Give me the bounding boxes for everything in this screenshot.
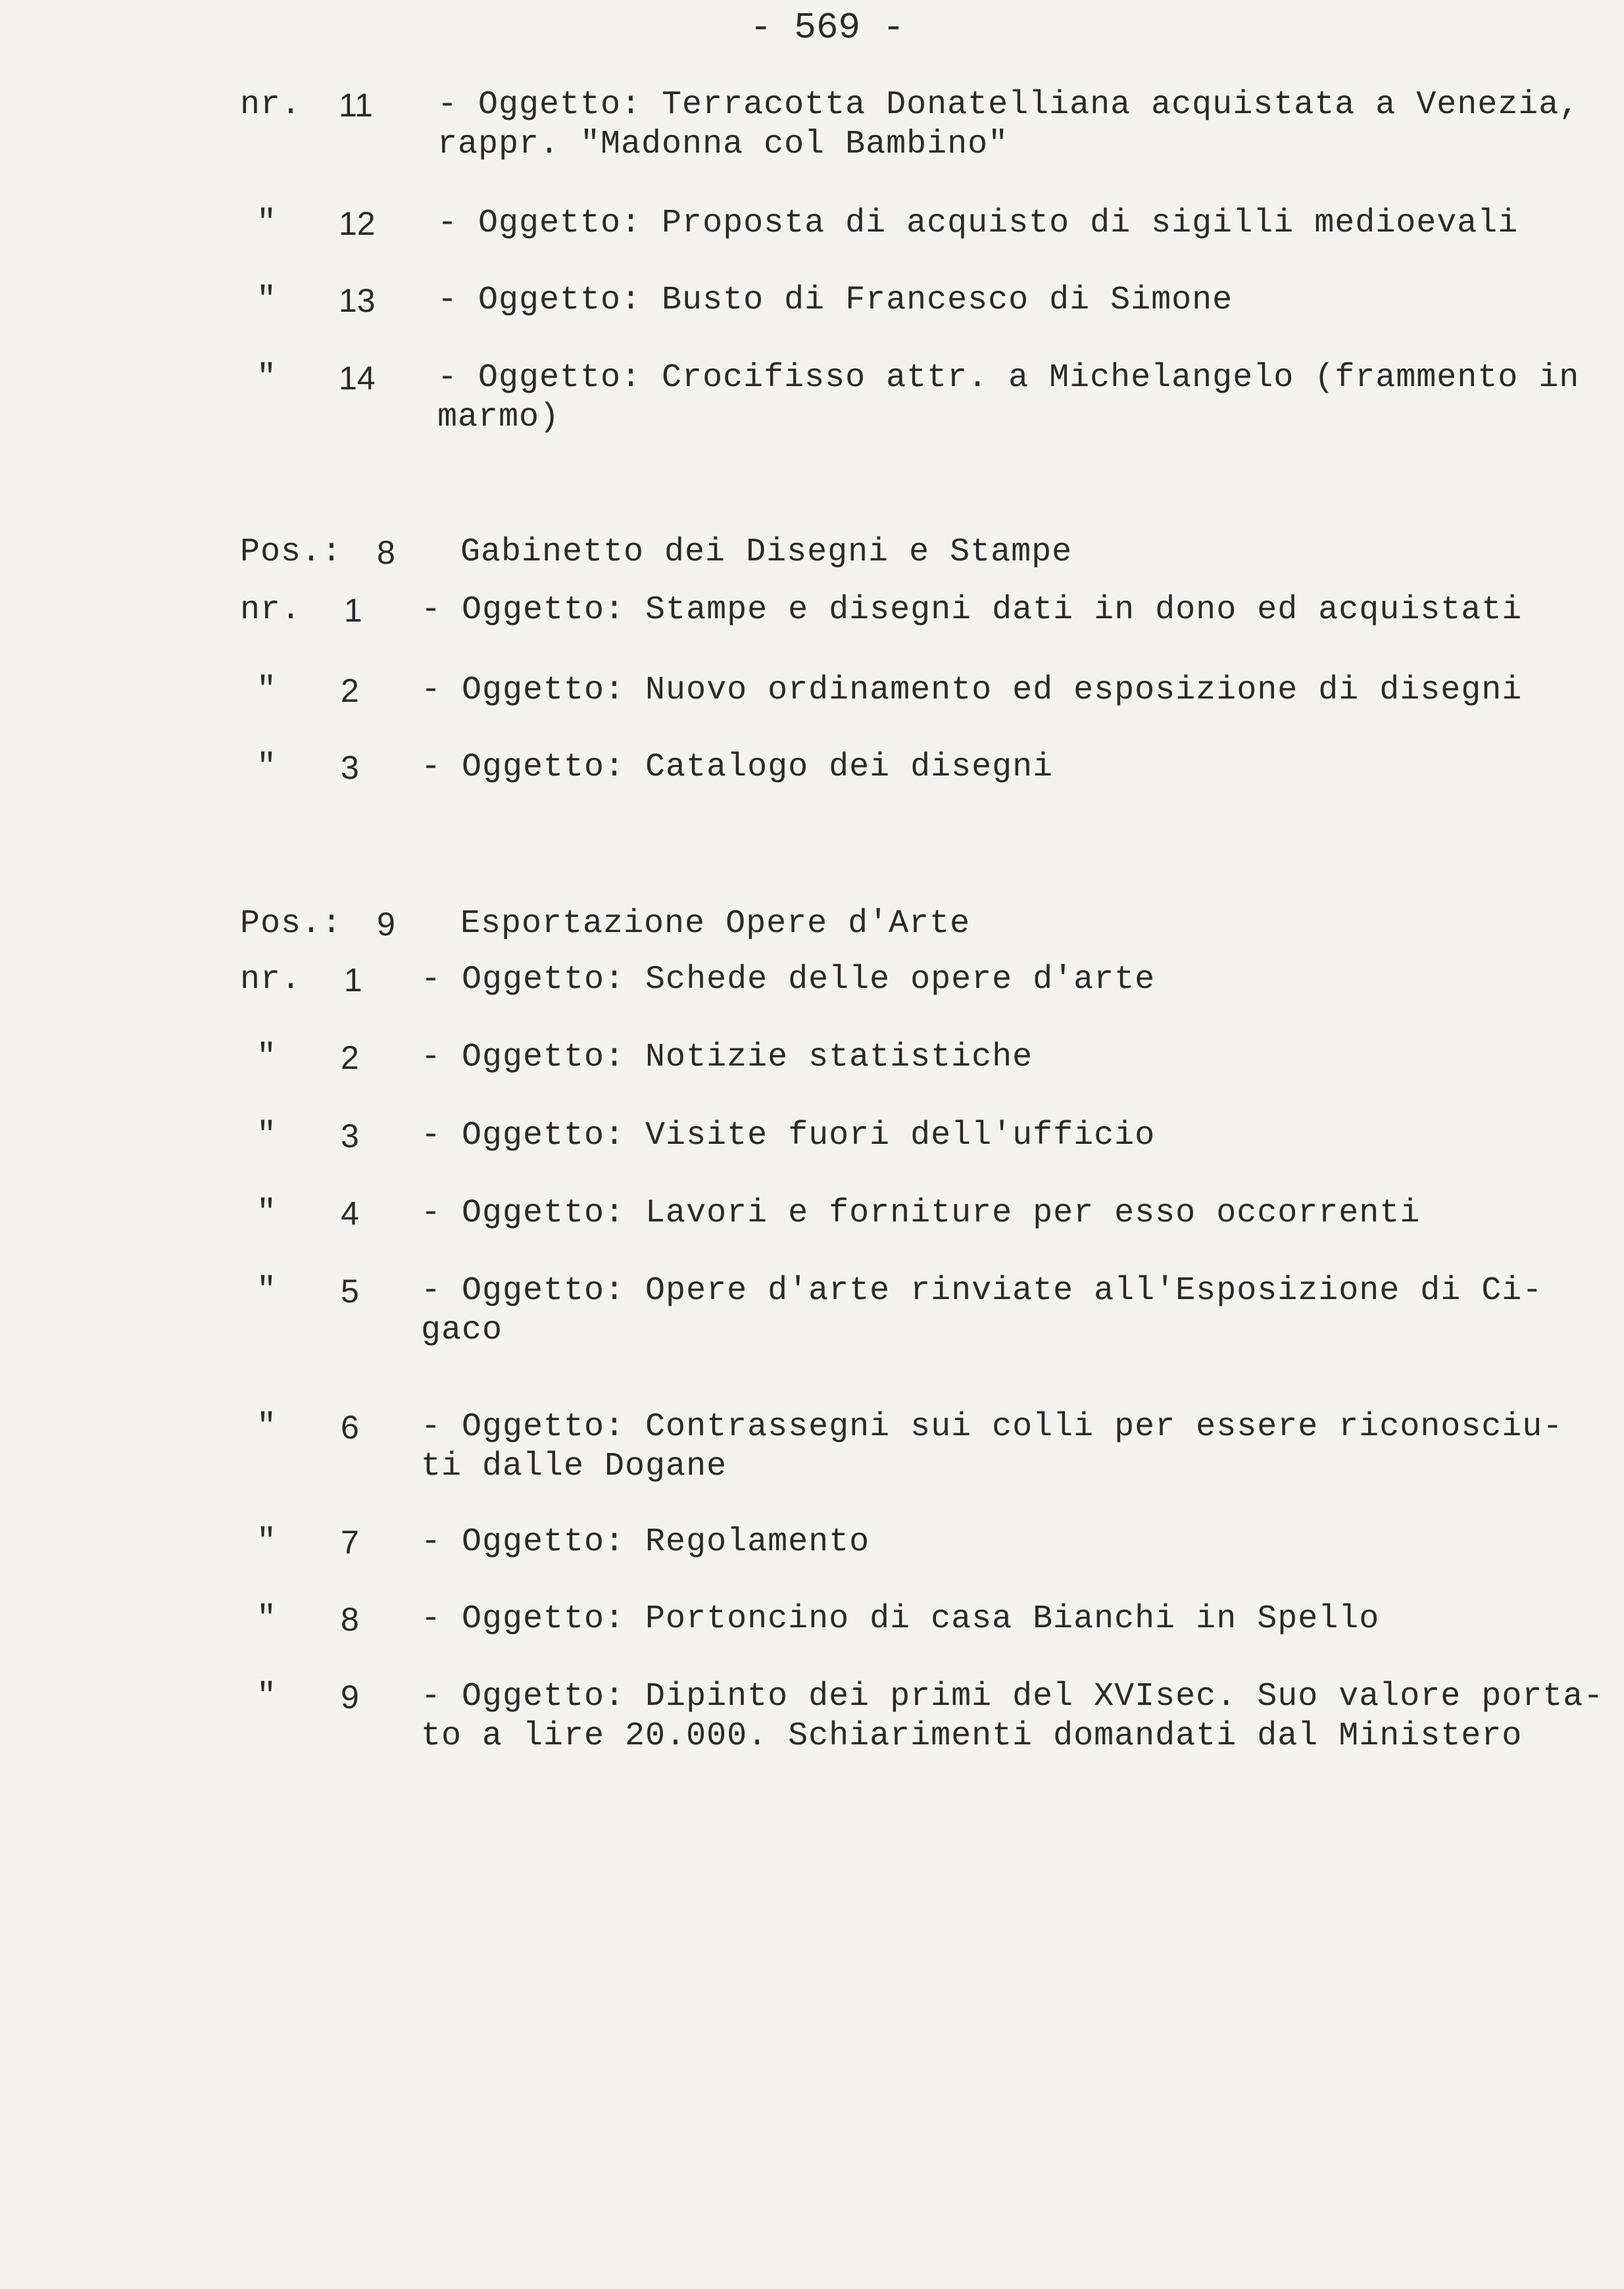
entry-text-line: marmo) xyxy=(437,399,560,436)
entry-text-line: - Oggetto: Schede delle opere d'arte xyxy=(421,961,1156,998)
entry-text-line: - Oggetto: Portoncino di casa Bianchi in Spello xyxy=(421,1600,1380,1638)
entry-marker: " xyxy=(257,1194,278,1232)
entry-number: 14 xyxy=(339,360,376,397)
entry-marker: " xyxy=(257,282,278,319)
entry-marker: " xyxy=(257,1408,278,1446)
entry-number: 12 xyxy=(339,205,376,242)
entry-text-line: - Oggetto: Lavori e forniture per esso occorrenti xyxy=(421,1194,1421,1232)
entry-text-line: - Oggetto: Proposta di acquisto di sigilli medioevali xyxy=(437,205,1519,242)
entry-marker: " xyxy=(257,359,278,397)
entry-text-line: - Oggetto: Contrassegni sui colli per essere riconosciu- xyxy=(421,1408,1563,1446)
entry-marker: " xyxy=(257,749,278,786)
entry-text-line: - Oggetto: Stampe e disegni dati in dono ed acquistati xyxy=(421,591,1523,629)
entry-text-line: - Oggetto: Notizie statistiche xyxy=(421,1039,1033,1076)
entry-marker: " xyxy=(257,1678,278,1715)
entry-text-line: - Oggetto: Dipinto dei primi del XVIsec. Suo valore porta- xyxy=(421,1678,1604,1715)
entry-text-line: - Oggetto: Regolamento xyxy=(421,1523,870,1561)
entry-number: 8 xyxy=(341,1601,359,1638)
entry-number: 9 xyxy=(341,1679,359,1715)
entry-text-line: rappr. "Madonna col Bambino" xyxy=(437,126,1009,163)
entry-number: 1 xyxy=(344,592,362,629)
entry-number: 5 xyxy=(341,1273,359,1310)
entry-number: 3 xyxy=(341,749,359,786)
entry-number: 3 xyxy=(341,1118,359,1154)
entry-text-line: - Oggetto: Terracotta Donatelliana acquistata a Venezia, xyxy=(437,86,1580,124)
entry-number: 11 xyxy=(339,87,373,124)
entry-number: 4 xyxy=(341,1195,359,1232)
pos-number: 9 xyxy=(377,906,395,943)
entry-number: 7 xyxy=(341,1524,359,1561)
entry-text-line: - Oggetto: Crocifisso attr. a Michelangelo (frammento in xyxy=(437,359,1580,397)
pos-label: Pos.: xyxy=(240,905,343,943)
entry-marker: nr. xyxy=(240,591,302,629)
entry-marker: " xyxy=(257,1523,278,1561)
entry-text-line: - Oggetto: Busto di Francesco di Simone xyxy=(437,282,1233,319)
entry-text-line: - Oggetto: Nuovo ordinamento ed esposizione di disegni xyxy=(421,672,1523,709)
pos-label: Pos.: xyxy=(240,533,343,571)
entry-number: 2 xyxy=(341,672,359,709)
entry-text-line: ti dalle Dogane xyxy=(421,1448,727,1485)
entry-text-line: - Oggetto: Catalogo dei disegni xyxy=(421,749,1054,786)
entry-marker: nr. xyxy=(240,86,302,124)
entry-marker: " xyxy=(257,1039,278,1076)
pos-title: Gabinetto dei Disegni e Stampe xyxy=(460,533,1073,571)
entry-number: 13 xyxy=(339,282,376,319)
entry-text-line: - Oggetto: Visite fuori dell'ufficio xyxy=(421,1117,1156,1154)
entry-text-line: - Oggetto: Opere d'arte rinviate all'Esposizione di Ci- xyxy=(421,1272,1543,1310)
pos-title: Esportazione Opere d'Arte xyxy=(460,905,971,943)
entry-marker: " xyxy=(257,672,278,709)
entry-marker: " xyxy=(257,205,278,242)
entry-number: 2 xyxy=(341,1039,359,1076)
entry-marker: " xyxy=(257,1117,278,1154)
entry-number: 6 xyxy=(341,1409,359,1446)
entry-marker: " xyxy=(257,1272,278,1310)
page-number: - 569 - xyxy=(750,7,905,49)
entry-marker: " xyxy=(257,1600,278,1638)
entry-text-line: gaco xyxy=(421,1312,503,1349)
entry-text-line: to a lire 20.000. Schiarimenti domandati dal Ministero xyxy=(421,1717,1523,1755)
entry-number: 1 xyxy=(344,962,362,998)
entry-marker: nr. xyxy=(240,961,302,998)
pos-number: 8 xyxy=(377,534,395,571)
